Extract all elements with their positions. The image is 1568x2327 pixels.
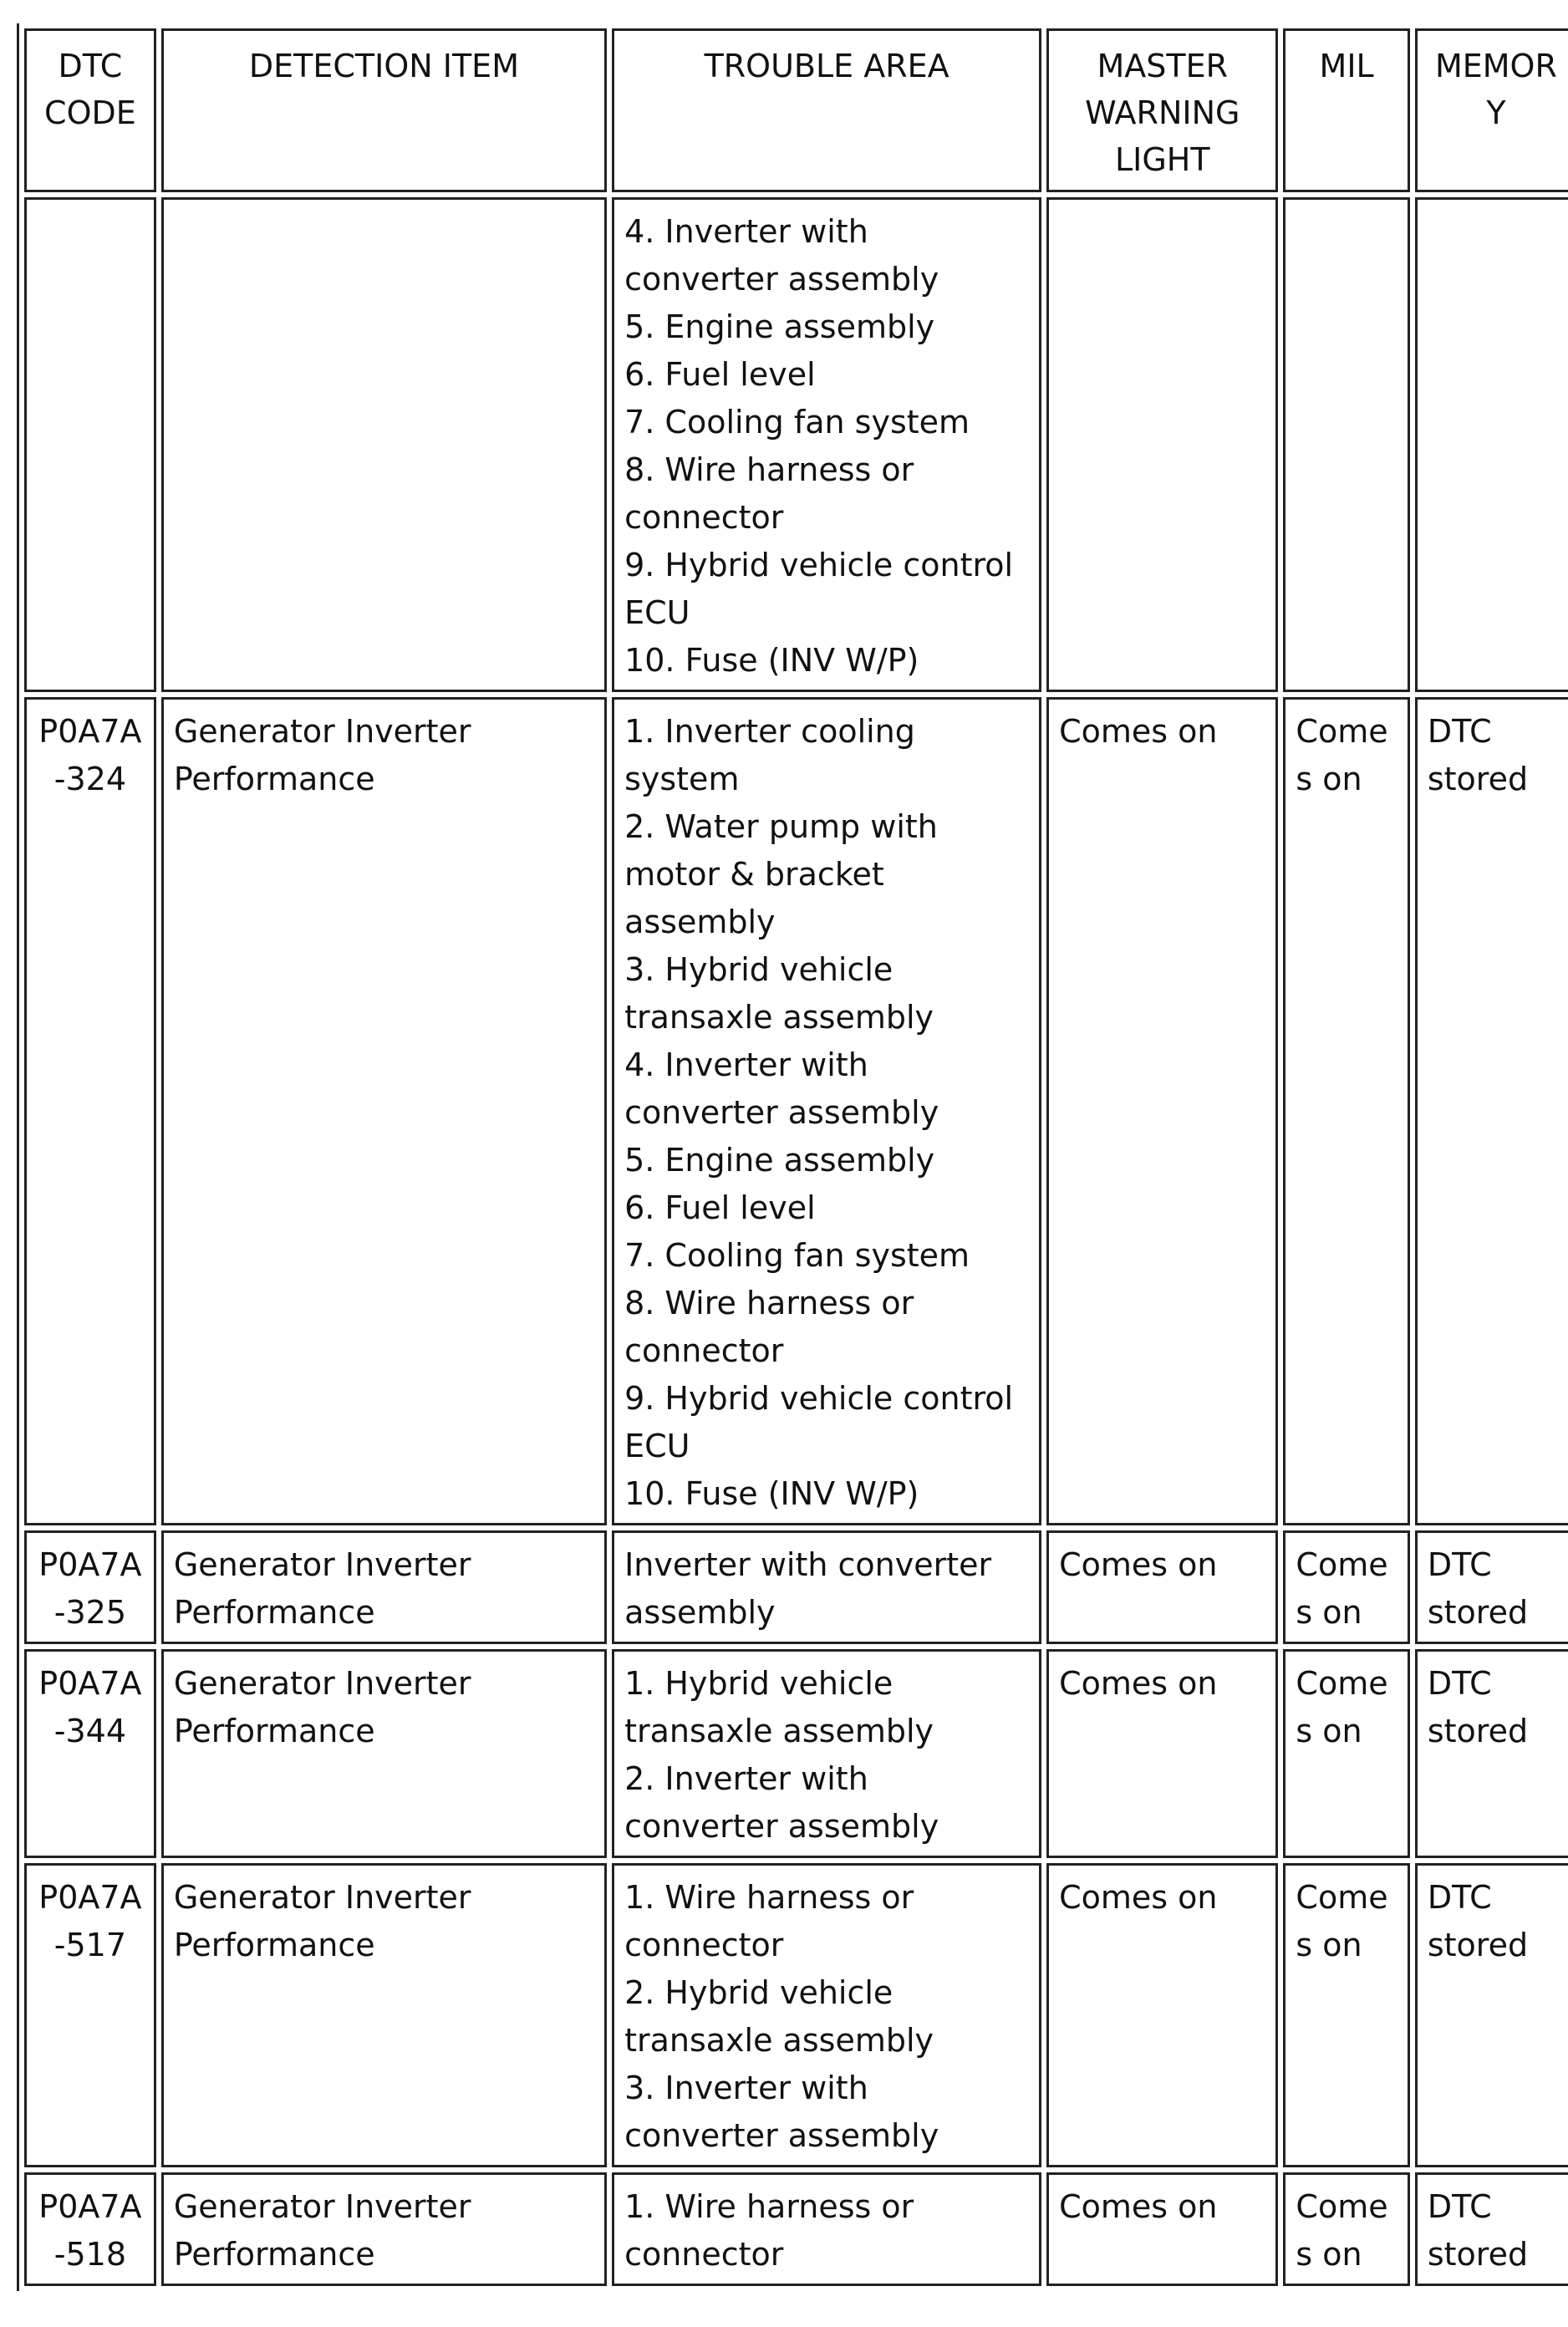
trouble-area-item: 7. Cooling fan system bbox=[624, 1237, 970, 1274]
trouble-area-item: 1. Hybrid vehicle transaxle assembly bbox=[624, 1665, 934, 1749]
dtc-code-cell: P0A7A-344 bbox=[24, 1649, 156, 1858]
trouble-area-item: 7. Cooling fan system bbox=[624, 404, 970, 440]
column-header-mil: MIL bbox=[1283, 28, 1409, 192]
trouble-area-item: 4. Inverter with converter assembly bbox=[624, 1046, 939, 1131]
trouble-area-item: 1. Wire harness or connector bbox=[624, 2188, 914, 2273]
column-header-memory: MEMORY bbox=[1415, 28, 1568, 192]
mil-cell: Comes on bbox=[1283, 697, 1409, 1525]
table-header-row bbox=[24, 28, 1568, 192]
detection-item-cell bbox=[161, 197, 607, 692]
column-header-dtc-code: DTC CODE bbox=[24, 28, 156, 192]
detection-item-cell: Generator Inverter Performance bbox=[161, 1649, 607, 1858]
column-header-trouble-area: TROUBLE AREA bbox=[612, 28, 1041, 192]
trouble-area-cell bbox=[612, 1863, 1041, 2167]
trouble-area-item: Inverter with converter assembly bbox=[624, 1546, 992, 1631]
trouble-area-cell bbox=[612, 1530, 1041, 1644]
trouble-area-item: 9. Hybrid vehicle control ECU bbox=[624, 547, 1014, 631]
trouble-area-item: 10. Fuse (INV W/P) bbox=[624, 1475, 919, 1512]
dtc-code-cell: P0A7A-324 bbox=[24, 697, 156, 1525]
trouble-area-item: 10. Fuse (INV W/P) bbox=[624, 642, 919, 679]
trouble-area-item: 6. Fuel level bbox=[624, 356, 816, 393]
trouble-area-cell bbox=[612, 1649, 1041, 1858]
memory-cell: DTC stored bbox=[1415, 1530, 1568, 1644]
memory-cell: DTC stored bbox=[1415, 2172, 1568, 2286]
detection-item-cell: Generator Inverter Performance bbox=[161, 2172, 607, 2286]
column-header-master-warning-light: MASTER WARNING LIGHT bbox=[1046, 28, 1278, 192]
memory-cell: DTC stored bbox=[1415, 1863, 1568, 2167]
trouble-area-item: 5. Engine assembly bbox=[624, 308, 935, 345]
table-row bbox=[24, 2172, 1568, 2286]
trouble-area-item: 1. Wire harness or connector bbox=[624, 1879, 914, 1963]
trouble-area-item: 1. Inverter cooling system bbox=[624, 713, 915, 797]
detection-item-cell: Generator Inverter Performance bbox=[161, 1863, 607, 2167]
table-body bbox=[24, 197, 1568, 2286]
detection-item-cell: Generator Inverter Performance bbox=[161, 697, 607, 1525]
master-warning-light-cell: Comes on bbox=[1046, 1649, 1278, 1858]
mil-cell: Comes on bbox=[1283, 1863, 1409, 2167]
trouble-area-item: 4. Inverter with converter assembly bbox=[624, 213, 939, 298]
dtc-table bbox=[17, 23, 1568, 2291]
trouble-area-item: 8. Wire harness or connector bbox=[624, 1285, 914, 1369]
trouble-area-item: 5. Engine assembly bbox=[624, 1142, 935, 1179]
trouble-area-item: 2. Hybrid vehicle transaxle assembly bbox=[624, 1974, 934, 2059]
trouble-area-cell bbox=[612, 197, 1041, 692]
memory-cell: DTC stored bbox=[1415, 697, 1568, 1525]
trouble-area-item: 6. Fuel level bbox=[624, 1189, 816, 1226]
mil-cell: Comes on bbox=[1283, 2172, 1409, 2286]
dtc-code-cell: P0A7A-517 bbox=[24, 1863, 156, 2167]
master-warning-light-cell: Comes on bbox=[1046, 1530, 1278, 1644]
table-row bbox=[24, 1530, 1568, 1644]
dtc-code-cell: P0A7A-518 bbox=[24, 2172, 156, 2286]
table-row bbox=[24, 1863, 1568, 2167]
master-warning-light-cell: Comes on bbox=[1046, 697, 1278, 1525]
table-row bbox=[24, 1649, 1568, 1858]
dtc-code-cell: P0A7A-325 bbox=[24, 1530, 156, 1644]
trouble-area-cell bbox=[612, 2172, 1041, 2286]
dtc-table-page bbox=[17, 23, 1568, 2291]
dtc-code-cell bbox=[24, 197, 156, 692]
trouble-area-item: 9. Hybrid vehicle control ECU bbox=[624, 1380, 1014, 1464]
trouble-area-cell bbox=[612, 697, 1041, 1525]
trouble-area-item: 3. Hybrid vehicle transaxle assembly bbox=[624, 951, 934, 1036]
mil-cell bbox=[1283, 197, 1409, 692]
column-header-detection-item: DETECTION ITEM bbox=[161, 28, 607, 192]
memory-cell bbox=[1415, 197, 1568, 692]
memory-cell: DTC stored bbox=[1415, 1649, 1568, 1858]
trouble-area-item: 3. Inverter with converter assembly bbox=[624, 2070, 939, 2154]
master-warning-light-cell: Comes on bbox=[1046, 1863, 1278, 2167]
master-warning-light-cell: Comes on bbox=[1046, 2172, 1278, 2286]
trouble-area-item: 2. Water pump with motor & bracket assembly bbox=[624, 808, 938, 940]
master-warning-light-cell bbox=[1046, 197, 1278, 692]
detection-item-cell: Generator Inverter Performance bbox=[161, 1530, 607, 1644]
mil-cell: Comes on bbox=[1283, 1530, 1409, 1644]
mil-cell: Comes on bbox=[1283, 1649, 1409, 1858]
trouble-area-item: 2. Inverter with converter assembly bbox=[624, 1760, 939, 1845]
trouble-area-item: 8. Wire harness or connector bbox=[624, 451, 914, 536]
table-row bbox=[24, 697, 1568, 1525]
table-row bbox=[24, 197, 1568, 692]
